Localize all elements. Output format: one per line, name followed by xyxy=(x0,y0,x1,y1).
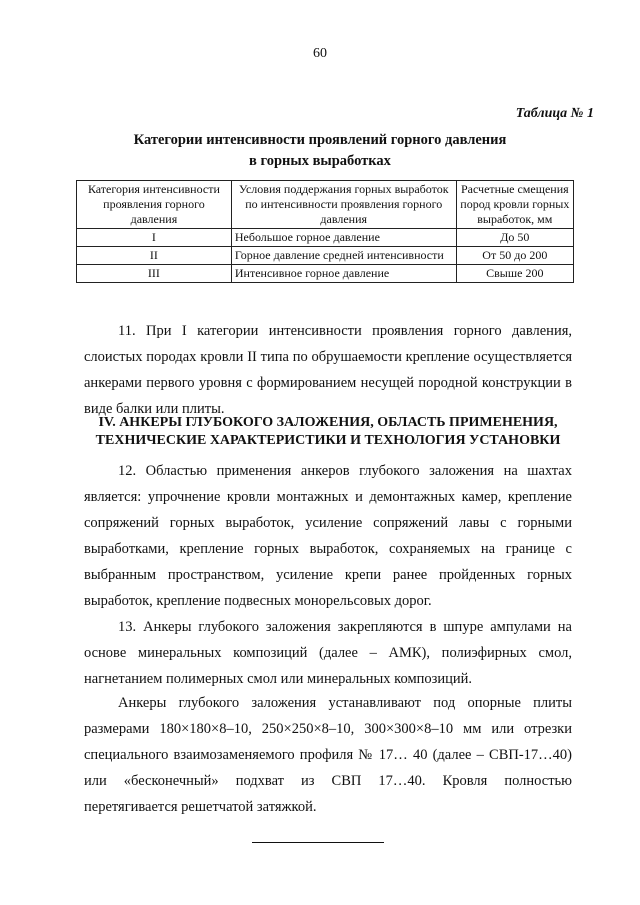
paragraph-12 xyxy=(84,458,572,614)
table-title xyxy=(0,130,640,172)
table-header-row xyxy=(77,181,574,229)
table-label: Таблица № 1 xyxy=(515,106,594,121)
table-row xyxy=(77,229,574,247)
table-title-line2: в горных выработках xyxy=(249,153,391,169)
table-row xyxy=(77,265,574,283)
paragraph-text: 11. При I категории интенсивности проявления горного давления, слоистых породах кровли II типа по обрушаемости крепление осуществляется анкерами первого уровня с формированием несущей породной конструкции в виде балки или плиты. xyxy=(84,323,572,417)
paragraph-text: Анкеры глубокого заложения устанавливают под опорные плиты размерами 180×180×8–10, 250×250×8–10, 300×300×8–10 мм или отрезки специального взаимозаменяемого профиля № 17… 40 (далее – СВП-17…40) или «бесконечный» подхват из СВП 17…40. Кровля полностью перетягивается решетчатой затяжкой. xyxy=(84,695,572,815)
table-row xyxy=(77,247,574,265)
page-number: 60 xyxy=(313,46,327,61)
paragraph-11 xyxy=(84,318,572,422)
paragraph-13 xyxy=(84,614,572,692)
cell-condition: Горное давление средней интенсивности xyxy=(231,247,456,265)
header-category: Категория интенсивности проявления горного давления xyxy=(77,181,232,229)
intensity-table xyxy=(76,180,574,283)
cell-category: I xyxy=(77,229,232,247)
paragraph-text: 12. Областью применения анкеров глубокого заложения на шахтах является: упрочнение кровли монтажных и демонтажных камер, крепление сопряжений горных выработок, усиление сопряжений лавы с горными выработками, крепление горных выработок, сохраняемых на границе с выбранным пространством, усиление крепи ранее пройденных горных выработок, крепление подвесных монорельсовых дорог. xyxy=(84,463,572,609)
table-title-line1: Категории интенсивности проявлений горного давления xyxy=(133,132,507,148)
paragraph-text: 13. Анкеры глубокого заложения закрепляются в шпуре ампулами на основе минеральных композиций (далее – АМК), полиэфирных смол, нагнетанием полимерных смол или минеральных композиций. xyxy=(84,619,572,687)
cell-category: II xyxy=(77,247,232,265)
cell-displacement: До 50 xyxy=(456,229,573,247)
cell-category: III xyxy=(77,265,232,283)
paragraph-anchors-install xyxy=(84,690,572,820)
section-heading-line1: IV. АНКЕРЫ ГЛУБОКОГО ЗАЛОЖЕНИЯ, ОБЛАСТЬ ПРИМЕНЕНИЯ, xyxy=(98,415,558,430)
header-condition: Условия поддержания горных выработок по интенсивности проявления горного давления xyxy=(231,181,456,229)
cell-displacement: От 50 до 200 xyxy=(456,247,573,265)
footer-divider xyxy=(252,842,384,843)
cell-condition: Интенсивное горное давление xyxy=(231,265,456,283)
section-heading-line2: ТЕХНИЧЕСКИЕ ХАРАКТЕРИСТИКИ И ТЕХНОЛОГИЯ УСТАНОВКИ xyxy=(95,433,561,448)
section-heading xyxy=(84,414,572,450)
cell-condition: Небольшое горное давление xyxy=(231,229,456,247)
header-displacement: Расчетные смещения пород кровли горных выработок, мм xyxy=(456,181,573,229)
cell-displacement: Свыше 200 xyxy=(456,265,573,283)
